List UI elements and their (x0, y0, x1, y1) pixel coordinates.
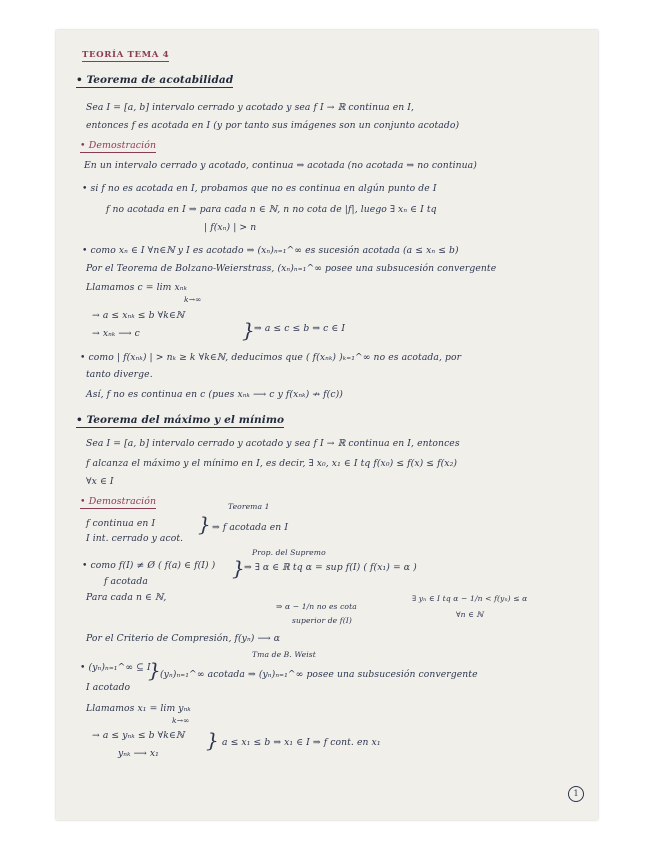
proof-line: ⇒ α − 1/n no es cota (276, 602, 357, 611)
proof-line: f no acotada en I ⇒ para cada n ∈ ℕ, n no cota de |f|, luego ∃ xₙ ∈ I tq (106, 204, 437, 215)
margin-note: Prop. del Supremo (252, 548, 326, 557)
theorem-statement-line: Sea I = [a, b] intervalo cerrado y acotado y sea f I → ℝ continua en I, (86, 102, 415, 113)
proof-line: (yₙ)ₙ₌₁^∞ acotada ⇒ (yₙ)ₙ₌₁^∞ posee una subsucesión convergente (160, 669, 478, 680)
proof-line: a ≤ x₁ ≤ b ⇒ x₁ ∈ I ⇒ f cont. en x₁ (222, 737, 381, 748)
proof-line: → xₙₖ ⟶ c (92, 328, 140, 339)
proof-line: I int. cerrado y acot. (86, 533, 184, 544)
theorem-title-boundedness: • Teorema de acotabilidad (76, 74, 234, 86)
proof-line: Por el Teorema de Bolzano-Weierstrass, (xₙ)ₙ₌₁^∞ posee una subsucesión convergente (86, 263, 497, 274)
theorem-title-max-min: • Teorema del máximo y el mínimo (76, 414, 285, 426)
proof-heading: • Demostración (80, 140, 157, 151)
proof-line: ⇒ a ≤ c ≤ b ⇒ c ∈ I (254, 323, 346, 334)
proof-line: • como xₙ ∈ I ∀n∈ℕ y I es acotado ⇒ (xₙ)ₙ₌₁^∞ es sucesión acotada (a ≤ xₙ ≤ b) (82, 245, 459, 256)
proof-line: ⇒ f acotada en I (212, 522, 289, 533)
proof-line: Por el Criterio de Compresión, f(yₙ) ⟶ α (86, 633, 281, 644)
proof-heading: • Demostración (80, 496, 157, 507)
proof-line: superior de f(I) (292, 616, 352, 625)
proof-line: f continua en I (86, 518, 156, 529)
proof-line: f acotada (104, 576, 148, 587)
page-header: TEORÍA TEMA 4 (82, 50, 170, 60)
proof-line: ∃ yₙ ∈ I tq α − 1/n < f(yₙ) ≤ α (412, 594, 528, 603)
brace-symbol: } (232, 556, 245, 580)
proof-line: Así, f no es continua en c (pues xₙₖ ⟶ c y f(xₙₖ) ↛ f(c)) (86, 389, 343, 400)
proof-line: • como | f(xₙₖ) | > nₖ ≥ k ∀k∈ℕ, deducimos que ( f(xₙₖ) )ₖ₌₁^∞ no es acotada, por (80, 352, 462, 363)
limit-subscript: k→∞ (184, 295, 202, 304)
proof-line: • como f(I) ≠ Ø ( f(a) ∈ f(I) ) (82, 560, 216, 571)
theorem-statement-line: f alcanza el máximo y el mínimo en I, es decir, ∃ x₀, x₁ ∈ I tq f(x₀) ≤ f(x) ≤ f(x₂) (86, 458, 458, 469)
proof-line: • si f no es acotada en I, probamos que no es continua en algún punto de I (82, 183, 437, 194)
proof-line: Llamamos c = lim xₙₖ (86, 282, 188, 293)
margin-note: Tma de B. Weist (252, 650, 316, 659)
theorem-statement-line: entonces f es acotada en I (y por tanto sus imágenes son un conjunto acotado) (86, 120, 460, 131)
proof-line: tanto diverge. (86, 369, 153, 380)
proof-line: • (yₙ)ₙ₌₁^∞ ⊆ I (80, 662, 151, 673)
proof-line: | f(xₙ) | > n (204, 222, 257, 233)
proof-line: Para cada n ∈ ℕ, (86, 592, 167, 603)
page-number: 1 (568, 786, 584, 802)
proof-line: I acotado (86, 682, 131, 693)
brace-symbol: } (148, 658, 161, 682)
margin-note: Teorema 1 (228, 502, 270, 511)
proof-line: → a ≤ xₙₖ ≤ b ∀k∈ℕ (92, 310, 185, 321)
brace-symbol: } (242, 318, 255, 342)
proof-line: En un intervalo cerrado y acotado, continua ⇒ acotada (no acotada ⇒ no continua) (84, 160, 477, 171)
brace-symbol: } (206, 728, 219, 752)
proof-line: → a ≤ yₙₖ ≤ b ∀k∈ℕ (92, 730, 185, 741)
theorem-statement-line: Sea I = [a, b] intervalo cerrado y acotado y sea f I → ℝ continua en I, entonces (86, 438, 460, 449)
brace-symbol: } (198, 512, 211, 536)
proof-line: ∀n ∈ ℕ (456, 610, 484, 619)
notebook-page (56, 30, 598, 820)
proof-line: yₙₖ ⟶ x₁ (118, 748, 159, 759)
limit-subscript: k→∞ (172, 716, 190, 725)
proof-line: ⇒ ∃ α ∈ ℝ tq α = sup f(I) ( f(x₁) = α ) (244, 562, 417, 573)
theorem-statement-line: ∀x ∈ I (86, 476, 114, 487)
proof-line: Llamamos x₁ = lim yₙₖ (86, 703, 191, 714)
